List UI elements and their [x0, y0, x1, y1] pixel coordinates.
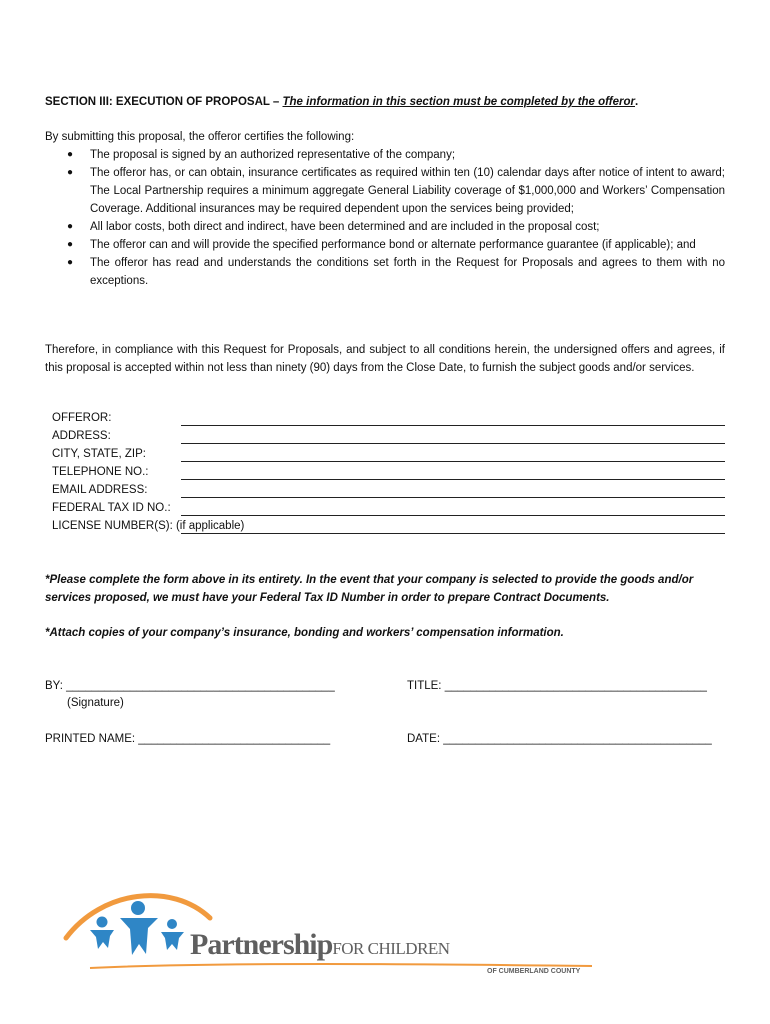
certification-item: [45, 164, 725, 218]
logo-tagline: OF CUMBERLAND COUNTY: [487, 968, 581, 975]
certification-text: The offeror can and will provide the specified performance bond or alternate performance guarantee (if applicable); and: [90, 239, 696, 251]
city-state-zip-field[interactable]: [52, 445, 725, 463]
address-field[interactable]: [52, 427, 725, 445]
signature-caption: (Signature): [67, 697, 124, 709]
federal-tax-id-label: FEDERAL TAX ID NO.:: [52, 502, 171, 514]
bullet-icon: ●: [67, 221, 74, 232]
offeror-info-form: [52, 409, 725, 535]
logo-wordmark-main: Partnership: [190, 928, 333, 961]
license-number-input-line[interactable]: [181, 533, 725, 534]
bullet-icon: ●: [67, 257, 74, 268]
offeror-field[interactable]: [52, 409, 725, 427]
bullet-icon: ●: [67, 167, 74, 178]
certification-item: [45, 218, 725, 236]
telephone-input-line[interactable]: [181, 479, 725, 480]
certification-item: [45, 146, 725, 164]
certification-text: The offeror has, or can obtain, insurance certificates as required within ten (10) calendar days after notice of intent to award; The Local Partnership requires a minimum aggregate General Liability coverage of $1,000,000 and Workers’ Compensation Coverage. Additional insurances may be required dependent upon the services being provided;: [90, 167, 725, 215]
printed-name-field[interactable]: PRINTED NAME: ______________________________: [45, 733, 331, 745]
certification-item: [45, 254, 725, 290]
bullet-icon: ●: [67, 239, 74, 250]
federal-tax-id-input-line[interactable]: [181, 515, 725, 516]
certification-text: The offeror has read and understands the conditions set forth in the Request for Proposals and agrees to them with no exceptions.: [90, 257, 725, 287]
offeror-input-line[interactable]: [181, 425, 725, 426]
telephone-label: TELEPHONE NO.:: [52, 466, 149, 478]
certification-text: All labor costs, both direct and indirect, have been determined and are included in the proposal cost;: [90, 221, 600, 233]
logo-wordmark: [190, 928, 450, 962]
certification-list: [45, 146, 725, 290]
license-number-field[interactable]: [52, 517, 725, 535]
logo-wordmark-small: FOR CHILDREN: [332, 939, 450, 958]
bullet-icon: ●: [67, 149, 74, 160]
intro-text: By submitting this proposal, the offeror certifies the following:: [45, 131, 355, 143]
email-input-line[interactable]: [181, 497, 725, 498]
section-heading-period: .: [635, 96, 639, 108]
email-field[interactable]: [52, 481, 725, 499]
attach-copies-note: *Attach copies of your company’s insurance, bonding and workers’ compensation information.: [45, 627, 564, 639]
certification-text: The proposal is signed by an authorized representative of the company;: [90, 149, 456, 161]
license-number-label: LICENSE NUMBER(S): (if applicable): [52, 520, 245, 532]
section-heading-title: SECTION III: EXECUTION OF PROPOSAL –: [45, 96, 283, 108]
section-heading: [45, 93, 725, 111]
date-field[interactable]: DATE: __________________________________________: [407, 733, 712, 745]
city-state-zip-input-line[interactable]: [181, 461, 725, 462]
address-input-line[interactable]: [181, 443, 725, 444]
city-state-zip-label: CITY, STATE, ZIP:: [52, 448, 146, 460]
telephone-field[interactable]: [52, 463, 725, 481]
address-label: ADDRESS:: [52, 430, 111, 442]
offeror-label: OFFEROR:: [52, 412, 112, 424]
complete-form-note: *Please complete the form above in its entirety. In the event that your company is selected to provide the goods and/or services proposed, we must have your Federal Tax ID Number in order to prepare Contract Documents.: [45, 574, 694, 604]
email-label: EMAIL ADDRESS:: [52, 484, 148, 496]
federal-tax-id-field[interactable]: [52, 499, 725, 517]
section-heading-instruction: The information in this section must be completed by the offeror: [282, 96, 635, 108]
certification-item: [45, 236, 725, 254]
therefore-paragraph: Therefore, in compliance with this Request for Proposals, and subject to all conditions herein, the undersigned offers and agrees, if this proposal is accepted within not less than ninety (90) days from the Close Date, to furnish the subject goods and/or services.: [45, 344, 725, 374]
title-field[interactable]: TITLE: _________________________________________: [407, 680, 707, 692]
signature-by-field[interactable]: BY: __________________________________________: [45, 680, 335, 692]
